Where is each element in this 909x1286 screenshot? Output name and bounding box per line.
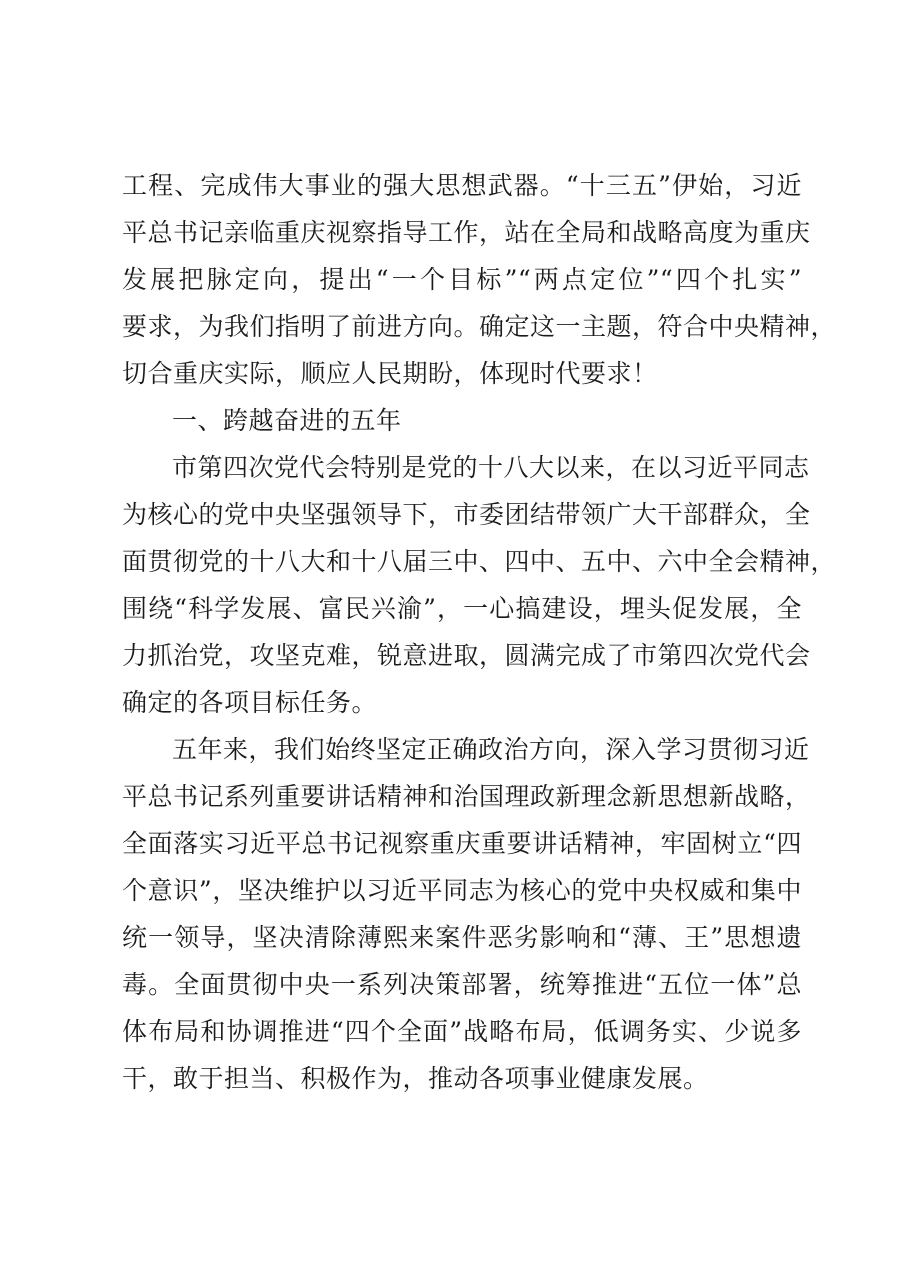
section-heading [122,397,802,444]
text-line: 干，敢于担当、积极作为，推动各项事业健康发展。 [122,1064,709,1093]
text-line: 面贯彻党的十八大和十八届三中、四中、五中、六中全会精神， [122,547,837,576]
text-line: 平总书记系列重要讲话精神和治国理政新理念新思想新战略， [122,782,811,811]
text-line: 要求，为我们指明了前进方向。确定这一主题，符合中央精神， [122,312,837,341]
paragraph-1 [122,162,837,397]
text-line: 个意识”，坚决维护以习近平同志为核心的党中央权威和集中 [122,876,802,905]
text-line: 确定的各项目标任务。 [122,688,378,717]
text-line: 五年来，我们始终坚定正确政治方向，深入学习贯彻习近 [172,735,810,764]
text-line: 发展把脉定向，提出“一个目标”“两点定位”“四个扎实” [122,265,802,294]
text-line: 平总书记亲临重庆视察指导工作，站在全局和战略高度为重庆 [122,218,811,247]
text-line: 工程、完成伟大事业的强大思想武器。“十三五”伊始，习近 [122,171,802,200]
text-line: 体布局和协调推进“四个全面”战略布局，低调务实、少说多 [122,1017,802,1046]
text-line: 切合重庆实际，顺应人民期盼，体现时代要求！ [122,359,658,388]
text-line: 全面落实习近平总书记视察重庆重要讲话精神，牢固树立“四 [122,829,802,858]
text-line: 为核心的党中央坚强领导下，市委团结带领广大干部群众，全 [122,500,811,529]
text-line: 统一领导，坚决清除薄熙来案件恶劣影响和“薄、王”思想遗 [122,923,802,952]
text-line: 围绕“科学发展、富民兴渝”，一心搞建设，埋头促发展，全 [122,594,802,623]
document-body [122,162,837,1102]
paragraph-2 [122,444,837,726]
text-line: 毒。全面贯彻中央一系列决策部署，统筹推进“五位一体”总 [122,970,802,999]
paragraph-3 [122,726,811,1102]
text-line: 市第四次党代会特别是党的十八大以来，在以习近平同志 [172,453,810,482]
text-line: 力抓治党，攻坚克难，锐意进取，圆满完成了市第四次党代会 [122,641,811,670]
heading-text: 一、跨越奋进的五年 [172,406,402,435]
